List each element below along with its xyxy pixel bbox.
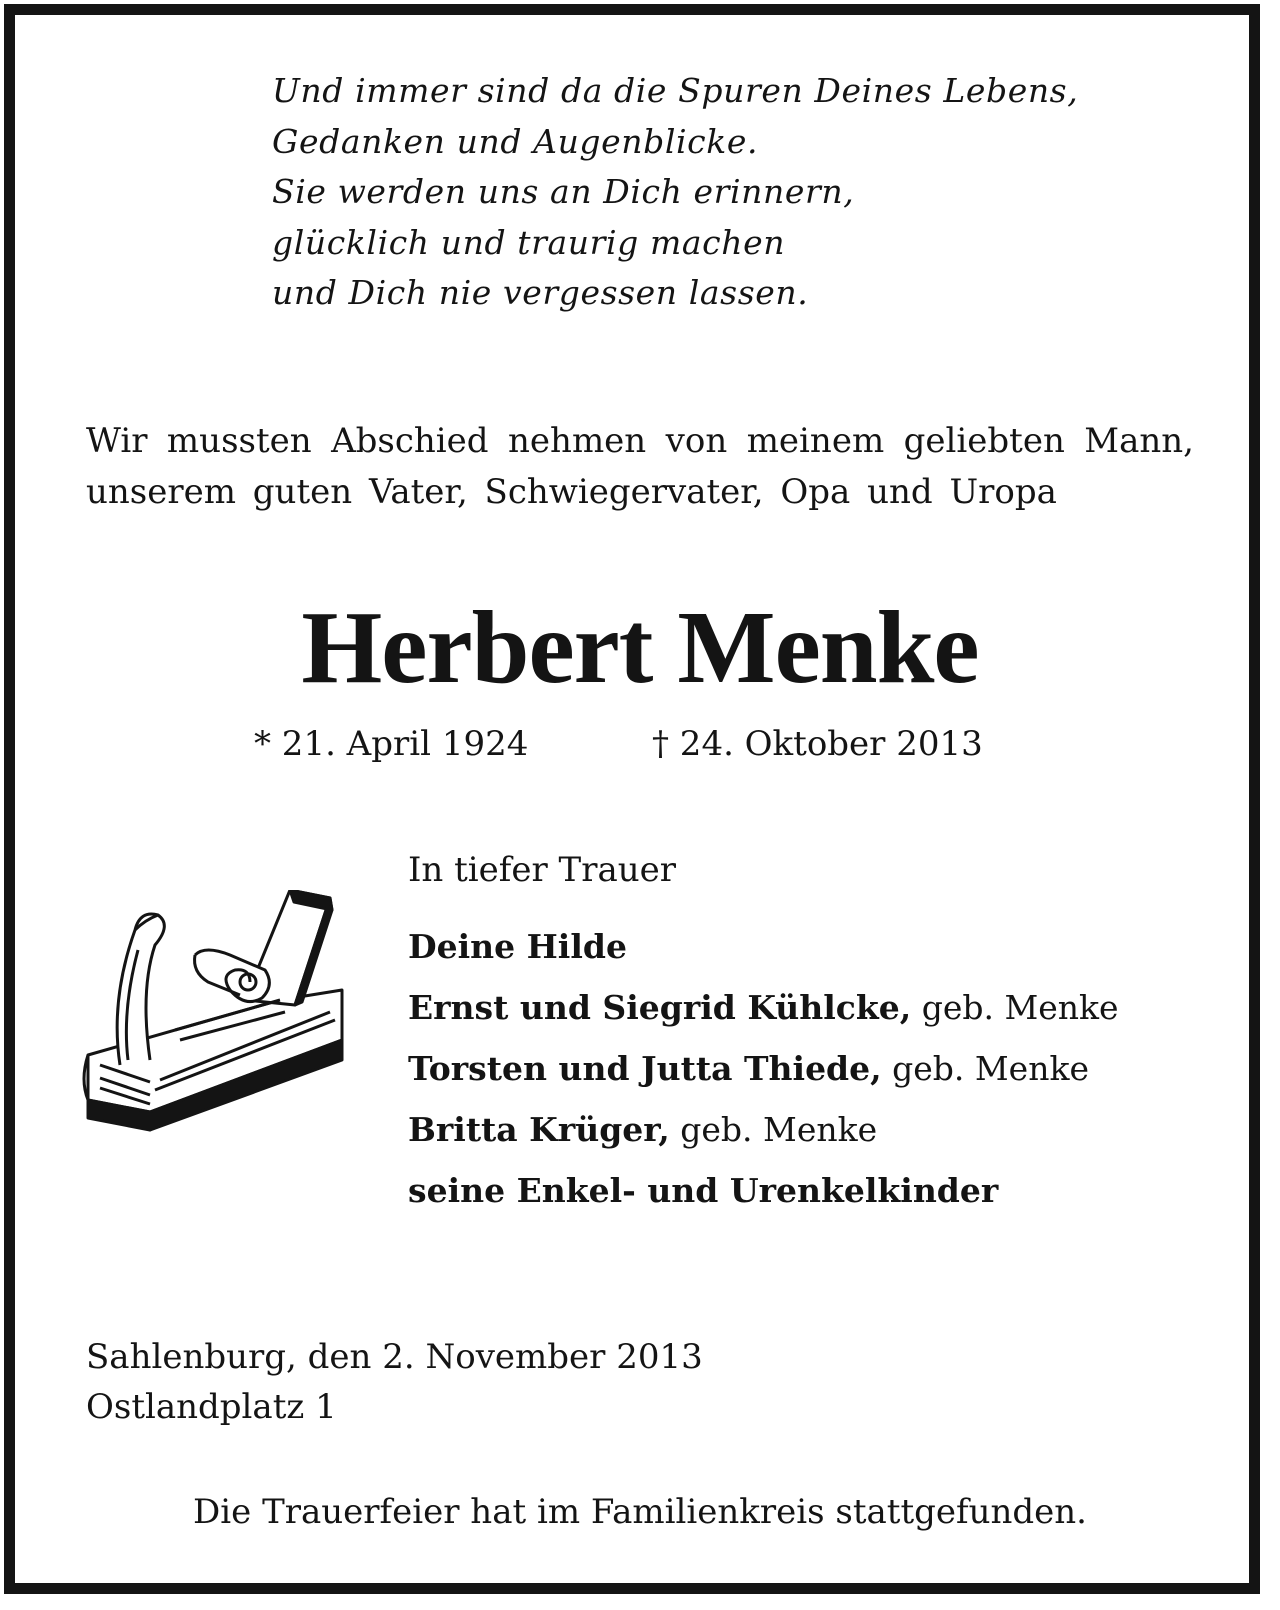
mourner-row: [408, 1160, 1119, 1221]
poem-line: Und immer sind da die Spuren Deines Lebens,: [272, 71, 1079, 110]
mourners-intro: In tiefer Trauer: [408, 850, 677, 890]
mourner-name: seine Enkel- und Urenkelkinder: [408, 1171, 999, 1210]
poem-line: und Dich nie vergessen lassen.: [272, 273, 809, 312]
deceased-name: Herbert Menke: [301, 590, 979, 705]
funeral-note: Die Trauerfeier hat im Familienkreis stattgefunden.: [193, 1492, 1087, 1532]
mourner-suffix: geb. Menke: [881, 1049, 1089, 1088]
mourner-row: [408, 1038, 1119, 1099]
birth-date: * 21. April 1924: [254, 724, 529, 764]
address-line: Ostlandplatz 1: [86, 1387, 337, 1427]
poem-line: Gedanken und Augenblicke.: [272, 121, 759, 161]
mourner-row: [408, 916, 1119, 977]
wood-plane-icon: [80, 890, 350, 1150]
mourner-row: [408, 1099, 1119, 1160]
mourner-name: Torsten und Jutta Thiede,: [408, 1049, 882, 1088]
mourner-suffix: geb. Menke: [669, 1110, 878, 1149]
mourner-suffix: geb. Menke: [911, 988, 1119, 1027]
poem-line: glücklich und traurig machen: [272, 222, 786, 262]
place-and-date: [86, 1332, 703, 1432]
mourner-name: Deine Hilde: [408, 927, 627, 966]
place-date-line: Sahlenburg, den 2. November 2013: [86, 1337, 703, 1377]
mourners-list: [408, 916, 1119, 1221]
intro-text: Wir mussten Abschied nehmen von meinem geliebten Mann, unserem guten Vater, Schwiegervater, Opa und Uropa: [86, 421, 1194, 512]
mourner-row: [408, 977, 1119, 1038]
mourner-name: Ernst und Siegrid Kühlcke,: [408, 988, 912, 1027]
poem: [272, 66, 1078, 319]
poem-line: Sie werden uns an Dich erinnern,: [272, 172, 855, 211]
mourner-name: Britta Krüger,: [408, 1110, 670, 1149]
death-date: † 24. Oktober 2013: [652, 724, 983, 764]
